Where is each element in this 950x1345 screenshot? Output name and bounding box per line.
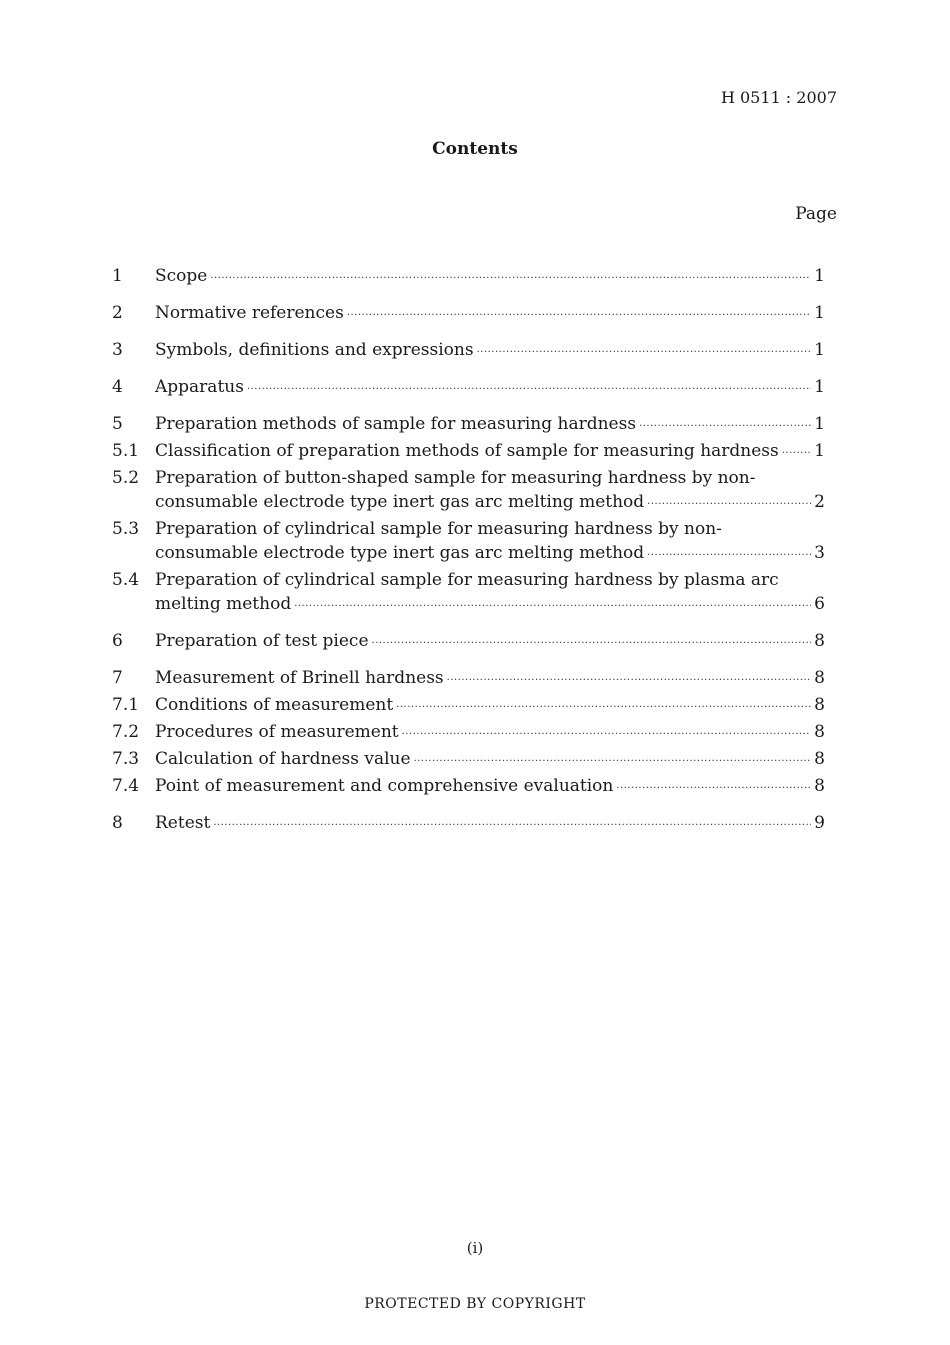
- toc-entry-leader-line: [155, 439, 825, 466]
- toc-entry-leader-line: [155, 693, 825, 720]
- toc-entry-page: 8: [814, 631, 825, 651]
- toc-entry-leader-line: [155, 774, 825, 801]
- toc-entry-leader-line: [155, 338, 825, 365]
- toc-entry-title: Point of measurement and comprehensive evaluation: [155, 776, 614, 796]
- toc-entry-body: [155, 568, 825, 619]
- toc-entry-title-line: Preparation of button-shaped sample for measuring hardness by non-: [155, 468, 756, 488]
- toc-entry-title: Preparation of test piece: [155, 631, 369, 651]
- toc-entry-number: 7: [112, 668, 123, 688]
- dot-leader: [782, 442, 811, 466]
- toc-entry-title: Classification of preparation methods of sample for measuring hardness: [155, 441, 779, 461]
- toc-entry-body: [155, 720, 825, 747]
- toc-entry-page: 1: [814, 340, 825, 360]
- toc-entry-title: Symbols, definitions and expressions: [155, 340, 474, 360]
- toc-entry-leader-line: [155, 720, 825, 747]
- toc-entry-page: 1: [814, 303, 825, 323]
- page-title: Contents: [432, 139, 518, 159]
- toc-entry-title: Conditions of measurement: [155, 695, 394, 715]
- toc-entry-title: Apparatus: [155, 377, 244, 397]
- toc-entry-number: 1: [112, 266, 123, 286]
- toc-entry-body: [155, 811, 825, 838]
- toc-entry[interactable]: [112, 666, 825, 693]
- toc-entry-leader-line: [155, 412, 825, 439]
- toc-entry-page: 1: [814, 377, 825, 397]
- toc-entry-page: 8: [814, 722, 825, 742]
- toc-entry-page: 8: [814, 668, 825, 688]
- dot-leader: [294, 595, 811, 619]
- toc-entry-number: 3: [112, 340, 123, 360]
- toc-entry-page: 1: [814, 414, 825, 434]
- toc-entry-page: 1: [814, 441, 825, 461]
- toc-entry-body: [155, 666, 825, 693]
- toc-entry-body: [155, 517, 825, 568]
- toc-entry-body: [155, 439, 825, 466]
- toc-entry-body: [155, 412, 825, 439]
- toc-entry-number: 6: [112, 631, 123, 651]
- toc-entry[interactable]: [112, 439, 825, 466]
- toc-entry-page: 3: [814, 543, 825, 563]
- toc-entry-number: 7.4: [112, 776, 140, 796]
- toc-entry[interactable]: [112, 412, 825, 439]
- dot-leader: [247, 378, 811, 402]
- toc-entry-body: [155, 301, 825, 328]
- toc-entry-title-line: Preparation of cylindrical sample for measuring hardness by plasma arc: [155, 570, 779, 590]
- dot-leader: [372, 632, 812, 656]
- dot-leader: [402, 723, 812, 747]
- footer-page-number: (i): [466, 1239, 484, 1257]
- toc-entry[interactable]: [112, 811, 825, 838]
- toc-entry[interactable]: [112, 747, 825, 774]
- dot-leader: [347, 304, 811, 328]
- toc-entry[interactable]: [112, 774, 825, 801]
- dot-leader: [477, 341, 812, 365]
- toc-entry-number: 5: [112, 414, 123, 434]
- dot-leader: [396, 696, 811, 720]
- toc-entry-leader-line: [155, 629, 825, 656]
- toc-entry-page: 8: [814, 749, 825, 769]
- toc-entry-body: [155, 466, 825, 517]
- dot-leader: [213, 814, 811, 838]
- toc-entry-number: 8: [112, 813, 123, 833]
- toc-entry[interactable]: [112, 264, 825, 291]
- toc-entry-title: Measurement of Brinell hardness: [155, 668, 444, 688]
- toc-entry-page: 6: [814, 594, 825, 614]
- copyright-notice: PROTECTED BY COPYRIGHT: [364, 1296, 586, 1312]
- toc-entry[interactable]: [112, 301, 825, 328]
- dot-leader: [414, 750, 812, 774]
- toc-entry-page: 9: [814, 813, 825, 833]
- toc-entry-number: 5.3: [112, 519, 140, 539]
- toc-entry-body: [155, 774, 825, 801]
- toc-entry-title: Normative references: [155, 303, 344, 323]
- toc-entry-leader-line: [155, 375, 825, 402]
- page-column-label: Page: [795, 204, 837, 224]
- toc-entry-number: 7.1: [112, 695, 140, 715]
- toc-entry-number: 5.1: [112, 441, 140, 461]
- table-of-contents: [112, 264, 825, 838]
- dot-leader: [447, 669, 812, 693]
- toc-entry-number: 5.4: [112, 570, 140, 590]
- toc-entry-number: 4: [112, 377, 123, 397]
- toc-entry[interactable]: [112, 629, 825, 656]
- toc-entry-title: consumable electrode type inert gas arc melting method: [155, 543, 645, 563]
- toc-entry-page: 8: [814, 695, 825, 715]
- toc-entry-body: [155, 375, 825, 402]
- toc-entry[interactable]: [112, 517, 825, 568]
- toc-entry-number: 7.3: [112, 749, 140, 769]
- toc-entry-title: Preparation methods of sample for measuring hardness: [155, 414, 637, 434]
- toc-entry-body: [155, 693, 825, 720]
- toc-entry-leader-line: [155, 301, 825, 328]
- toc-entry-leader-line: [155, 747, 825, 774]
- toc-entry[interactable]: [112, 375, 825, 402]
- toc-entry[interactable]: [112, 693, 825, 720]
- toc-entry[interactable]: [112, 568, 825, 619]
- toc-entry-page: 1: [814, 266, 825, 286]
- toc-entry-title: consumable electrode type inert gas arc melting method: [155, 492, 645, 512]
- toc-entry-leader-line: [155, 264, 825, 291]
- dot-leader: [210, 267, 811, 291]
- toc-entry-leader-line: [155, 592, 825, 619]
- toc-entry[interactable]: [112, 466, 825, 517]
- dot-leader: [647, 493, 811, 517]
- dot-leader: [616, 777, 811, 801]
- toc-entry-title-line: Preparation of cylindrical sample for measuring hardness by non-: [155, 519, 722, 539]
- toc-entry-page: 8: [814, 776, 825, 796]
- toc-entry-body: [155, 747, 825, 774]
- dot-leader: [647, 544, 811, 568]
- toc-entry[interactable]: [112, 720, 825, 747]
- toc-entry-title: Scope: [155, 266, 208, 286]
- toc-entry-title: Procedures of measurement: [155, 722, 399, 742]
- toc-entry-title: Calculation of hardness value: [155, 749, 411, 769]
- toc-entry-leader-line: [155, 541, 825, 568]
- toc-entry[interactable]: [112, 338, 825, 365]
- toc-entry-title: melting method: [155, 594, 292, 614]
- toc-entry-body: [155, 264, 825, 291]
- toc-entry-number: 7.2: [112, 722, 140, 742]
- toc-entry-title: Retest: [155, 813, 211, 833]
- toc-entry-leader-line: [155, 666, 825, 693]
- toc-entry-body: [155, 629, 825, 656]
- toc-entry-body: [155, 338, 825, 365]
- dot-leader: [639, 415, 811, 439]
- toc-entry-leader-line: [155, 490, 825, 517]
- toc-entry-leader-line: [155, 811, 825, 838]
- toc-entry-page: 2: [814, 492, 825, 512]
- toc-entry-number: 2: [112, 303, 123, 323]
- toc-entry-number: 5.2: [112, 468, 140, 488]
- document-id: H 0511 : 2007: [720, 88, 837, 107]
